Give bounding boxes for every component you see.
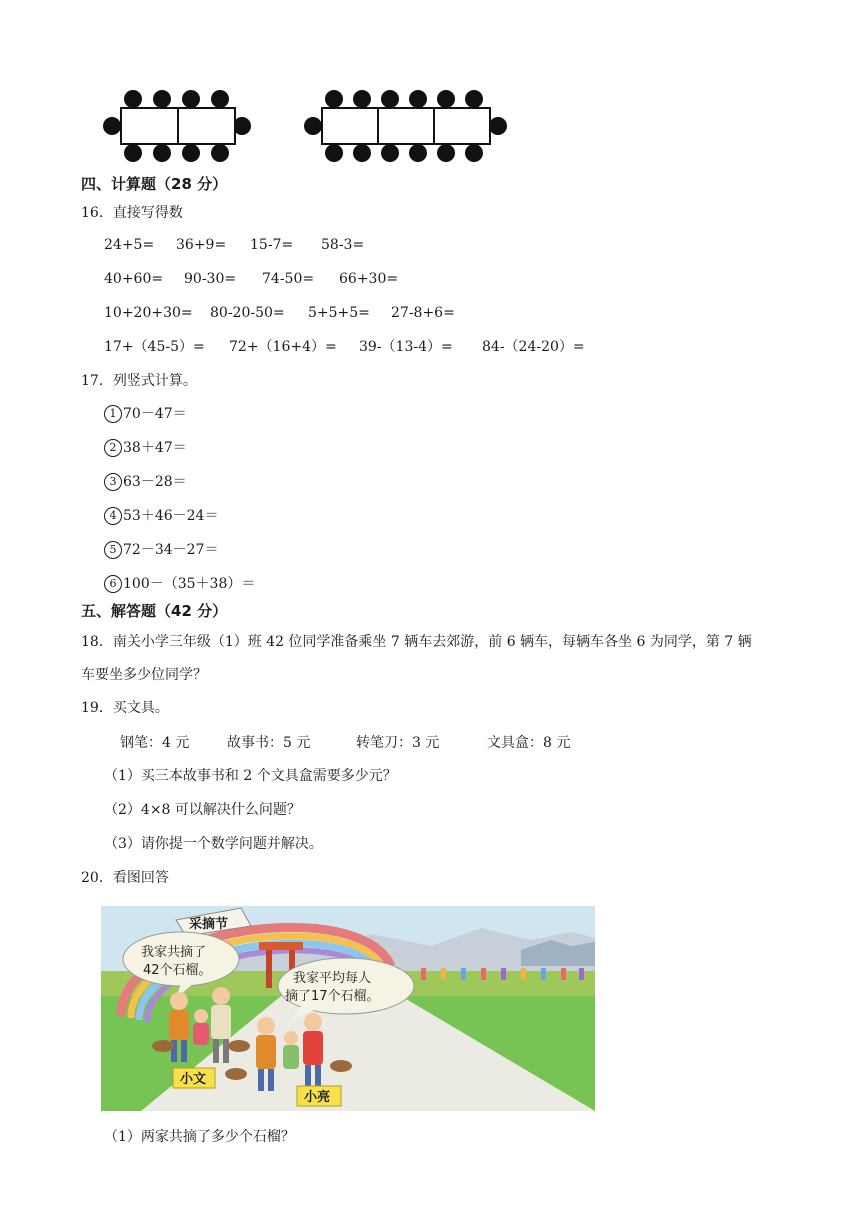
q17-item (104, 573, 255, 593)
q17-expr: 53＋46－24＝ (123, 508, 219, 524)
bubble2-line1: 我家平均每人 (293, 971, 372, 986)
circled-number: 3 (104, 473, 122, 491)
q16-cell: 10+20+30= (104, 305, 193, 321)
chair (124, 144, 142, 162)
q16-row (0, 304, 860, 322)
chair (437, 90, 455, 108)
q16-cell: 39-（13-4）= (359, 339, 453, 355)
bubble2-line2: 摘了17个石榴。 (285, 989, 380, 1004)
q16-cell: 66+30= (339, 271, 399, 287)
q16-cell: 74-50= (262, 271, 315, 287)
q16-stem: 16．直接写得数 (81, 205, 183, 221)
q19-sub: （2）4×8 可以解决什么问题？ (104, 802, 301, 818)
q20-sub1: （1）两家共摘了多少个石榴？ (104, 1129, 295, 1145)
q16-row (0, 270, 860, 288)
bubble1-line1: 我家共摘了 (141, 945, 207, 960)
chair (182, 144, 200, 162)
q16-cell: 72+（16+4）= (229, 339, 337, 355)
q16-cell: 84-（24-20）= (482, 339, 585, 355)
q20-stem: 20．看图回答 (81, 870, 169, 886)
q16-cell: 27-8+6= (391, 305, 455, 321)
chair (325, 144, 343, 162)
two-table-diagram (103, 90, 251, 162)
chair (103, 117, 121, 135)
q17-expr: 63－28＝ (123, 474, 187, 490)
q17-item (104, 505, 218, 525)
chair (153, 144, 171, 162)
q16-cell: 40+60= (104, 271, 164, 287)
chair (325, 90, 343, 108)
circled-number: 4 (104, 507, 122, 525)
chair (124, 90, 142, 108)
q16-row (0, 236, 860, 254)
q17-expr: 100－（35＋38）＝ (123, 576, 256, 592)
q17-expr: 70－47＝ (123, 406, 187, 422)
price-item: 文具盒：8 元 (487, 735, 571, 751)
circled-number: 5 (104, 541, 122, 559)
q16-cell: 58-3= (321, 237, 365, 253)
label-xiaowen: 小文 (180, 1072, 207, 1087)
table (121, 108, 178, 144)
q17-item (104, 539, 218, 559)
q16-cell: 36+9= (176, 237, 227, 253)
price-item: 故事书：5 元 (227, 735, 311, 751)
q17-item (104, 403, 187, 423)
chair (211, 144, 229, 162)
chair (304, 117, 322, 135)
picking-festival-illustration (101, 906, 595, 1111)
three-table-diagram (304, 90, 507, 162)
q16-cell: 5+5+5= (308, 305, 370, 321)
chair (437, 144, 455, 162)
q17-item (104, 437, 187, 457)
q17-stem: 17．列竖式计算。 (81, 373, 197, 389)
price-item: 转笔刀：3 元 (356, 735, 440, 751)
q17-expr: 38＋47＝ (123, 440, 187, 456)
chair (211, 90, 229, 108)
chair (381, 144, 399, 162)
circled-number: 1 (104, 405, 122, 423)
arch-sign-text: 采摘节 (189, 917, 229, 932)
circled-number: 2 (104, 439, 122, 457)
chair (153, 90, 171, 108)
q16-cell: 90-30= (184, 271, 237, 287)
table (378, 108, 434, 144)
table (434, 108, 490, 144)
label-xiaoliang: 小亮 (304, 1090, 331, 1105)
q16-cell: 80-20-50= (210, 305, 285, 321)
table (178, 108, 235, 144)
chair (353, 144, 371, 162)
q16-cell: 24+5= (104, 237, 155, 253)
q17-item (104, 471, 187, 491)
q17-expr: 72－34－27＝ (123, 542, 219, 558)
q16-cell: 15-7= (250, 237, 294, 253)
q16-row (0, 338, 860, 356)
q19-stem: 19．买文具。 (81, 700, 169, 716)
q19-sub: （1）买三本故事书和 2 个文具盒需要多少元？ (104, 768, 397, 784)
q18-line2: 车要坐多少位同学？ (81, 667, 207, 683)
chair (409, 90, 427, 108)
chair (465, 90, 483, 108)
price-item: 钢笔：4 元 (120, 735, 190, 751)
circled-number: 6 (104, 575, 122, 593)
section4-heading: 四、计算题（28 分） (81, 175, 228, 193)
section5-heading: 五、解答题（42 分） (81, 602, 228, 620)
chair (409, 144, 427, 162)
bubble1-line2: 42个石榴。 (143, 963, 212, 978)
q16-cell: 17+（45-5）= (104, 339, 205, 355)
chair (465, 144, 483, 162)
q19-price-row (0, 734, 860, 752)
chair (182, 90, 200, 108)
q18-line1: 18．南关小学三年级（1）班 42 位同学准备乘坐 7 辆车去郊游，前 6 辆车，每辆车各坐 6 为同学，第 7 辆 (81, 634, 752, 650)
q19-sub: （3）请你提一个数学问题并解决。 (104, 836, 323, 852)
table-diagrams (0, 80, 560, 170)
table (322, 108, 378, 144)
chair (353, 90, 371, 108)
chair (381, 90, 399, 108)
chair (489, 117, 507, 135)
